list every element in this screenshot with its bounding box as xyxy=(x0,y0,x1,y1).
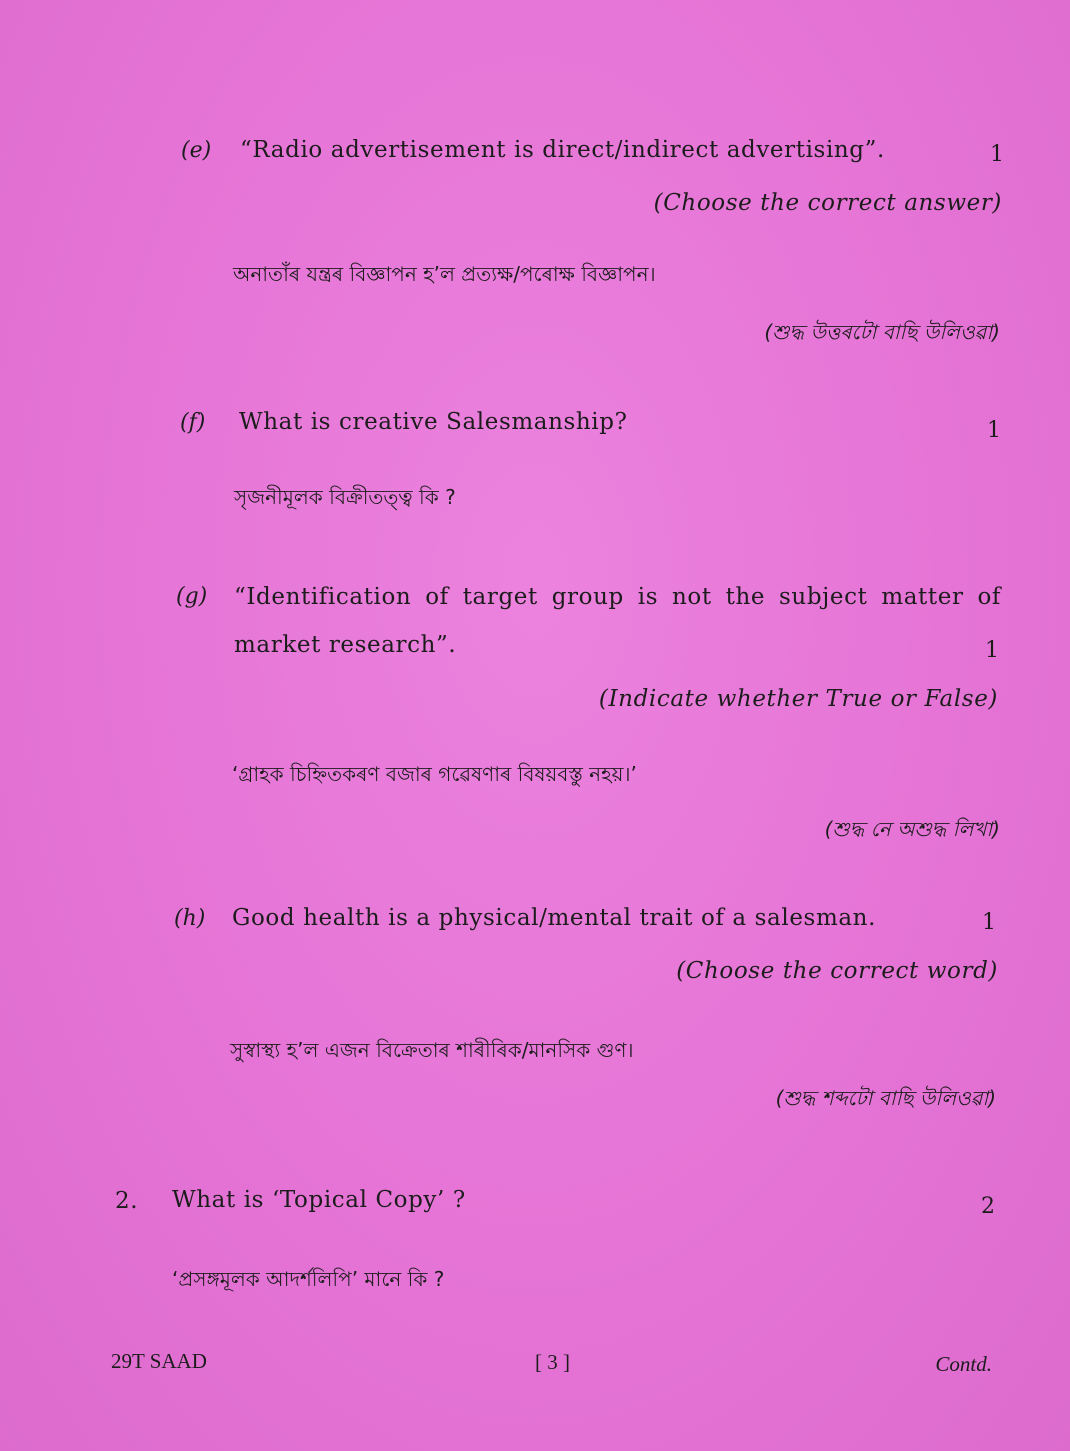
page-number: [ 3 ] xyxy=(535,1350,570,1374)
question-2-assamese: ‘প্ৰসঙ্গমূলক আদৰ্শলিপি’ মানে কি ? xyxy=(172,1267,445,1291)
continued-note: Contd. xyxy=(935,1352,992,1376)
question-h-marks: 1 xyxy=(982,910,996,935)
question-g-assamese-instruction: (শুদ্ধ নে অশুদ্ধ লিখা) xyxy=(824,817,1000,841)
question-2-number: 2. xyxy=(115,1188,139,1214)
question-e-marks: 1 xyxy=(990,142,1004,167)
question-f-text: What is creative Salesmanship? xyxy=(239,409,628,435)
question-g-text-line1: “Identification of target group is not the subject matter of xyxy=(234,584,1002,610)
question-h-text: Good health is a physical/mental trait of a salesman. xyxy=(232,905,876,931)
question-g-text-line2: market research”. xyxy=(234,632,457,658)
question-h-instruction: (Choose the correct word) xyxy=(676,958,998,984)
question-f-label: (f) xyxy=(180,410,206,435)
question-h-assamese-instruction: (শুদ্ধ শব্দটো বাছি উলিওৱা) xyxy=(775,1086,996,1110)
question-h-label: (h) xyxy=(174,906,206,931)
question-e-text: “Radio advertisement is direct/indirect advertising”. xyxy=(240,137,885,163)
question-g-assamese: ‘গ্ৰাহক চিহ্নিতকৰণ বজাৰ গৱেষণাৰ বিষয়বস্তু নহয়।’ xyxy=(232,762,637,786)
question-2-marks: 2 xyxy=(981,1194,995,1219)
question-e-label: (e) xyxy=(181,138,212,163)
paper-code: 29T SAAD xyxy=(111,1349,207,1373)
question-2-text: What is ‘Topical Copy’ ? xyxy=(172,1187,466,1213)
question-g-label: (g) xyxy=(176,584,208,609)
question-e-instruction: (Choose the correct answer) xyxy=(653,190,1002,216)
question-f-marks: 1 xyxy=(987,418,1001,443)
question-g-instruction: (Indicate whether True or False) xyxy=(598,686,998,712)
question-g-marks: 1 xyxy=(985,638,999,663)
question-f-assamese: সৃজনীমূলক বিক্ৰীতত্ত্ব কি ? xyxy=(234,485,456,509)
question-e-assamese-instruction: (শুদ্ধ উত্তৰটো বাছি উলিওৱা) xyxy=(764,320,1000,344)
question-h-assamese: সুস্বাস্থ্য হ’ল এজন বিক্ৰেতাৰ শাৰীৰিক/মানসিক গুণ। xyxy=(230,1038,634,1062)
question-e-assamese: অনাতাঁৰ যন্ত্ৰৰ বিজ্ঞাপন হ’ল প্ৰত্যক্ষ/পৰোক্ষ বিজ্ঞাপন। xyxy=(233,262,656,286)
